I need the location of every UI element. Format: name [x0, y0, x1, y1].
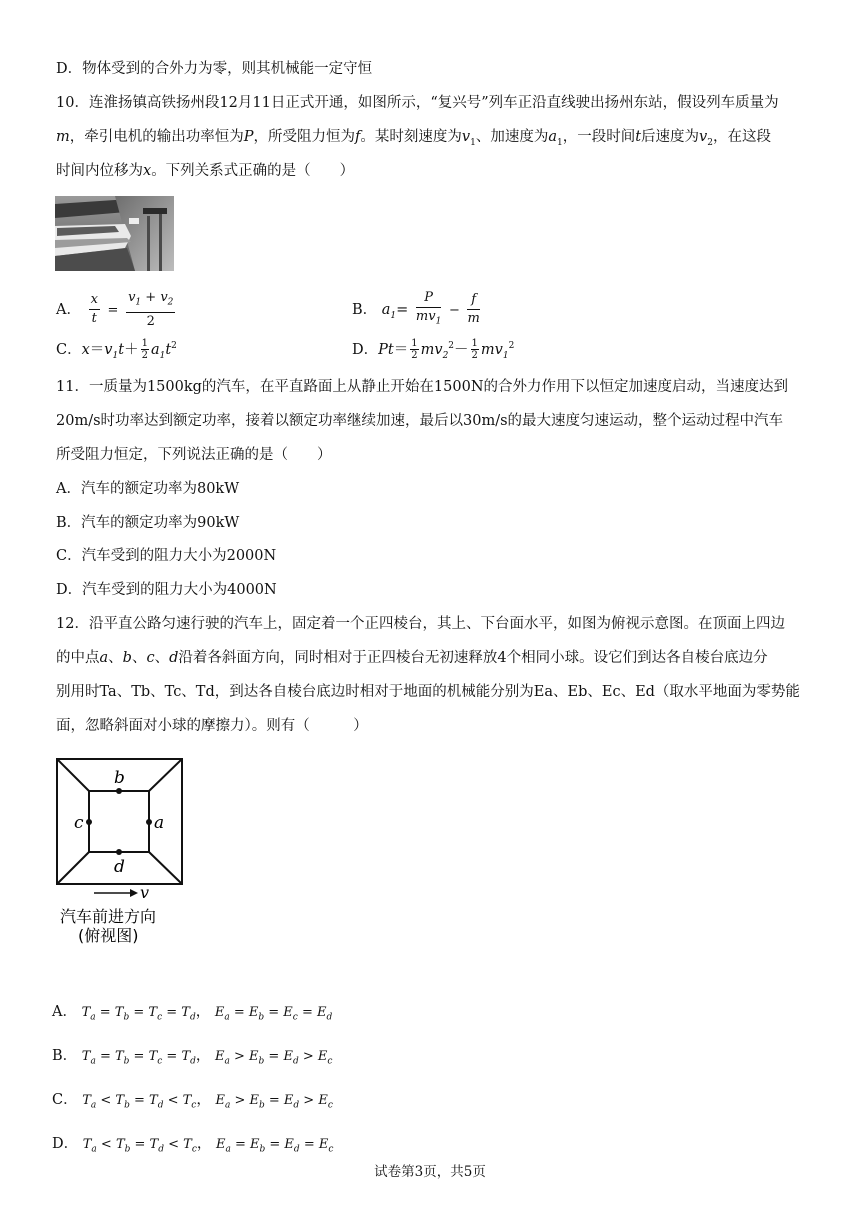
q12-option-b: B． $T_a = T_b = T_c = T_d$， $E_a > E_b = E_d > E_c$	[52, 1048, 333, 1067]
q10-stem-line3: 时间内位移为x。下列关系式正确的是（ ）	[56, 163, 355, 179]
train-photo	[55, 196, 174, 271]
q10-option-d: D．Pt＝ $\frac{1}{2}$ $mv_2^2-$ $\frac{1}{2}$ $mv_1^2$	[352, 338, 515, 362]
q11-option-b: B．汽车的额定功率为90kW	[56, 515, 240, 531]
q11-stem-line3: 所受阻力恒定，下列说法正确的是（ ）	[56, 447, 332, 463]
q12-stem-line1: 12．沿平直公路匀速行驶的汽车上，固定着一个正四棱台，其上、下台面水平，如图为俯视示意图。在顶面上四边	[56, 616, 785, 632]
q12-option-c: C． $T_a < T_b = T_d < T_c$， $E_a > E_b = E_d > E_c$	[52, 1092, 333, 1111]
q11-option-a: A．汽车的额定功率为80kW	[56, 481, 240, 497]
q11-option-d: D．汽车受到的阻力大小为4000N	[56, 582, 277, 598]
q10-stem-line1: 10．连淮扬镇高铁扬州段12月11日正式开通，如图所示，“复兴号”列车正沿直线驶出扬州东站，假设列车质量为	[56, 95, 779, 111]
q10-option-c: C．$x=v_1t+$ $\frac{1}{2}$ $a_1t^2$	[56, 338, 177, 362]
q12-stem-line3: 别用时Ta、Tb、Tc、Td，到达各自棱台底边时相对于地面的机械能分别为Ea、Eb、Ec、Ed（取水平地面为零势能	[56, 684, 800, 700]
velocity-arrow-icon	[130, 889, 138, 897]
q12-stem-line2: 的中点a、b、c、d沿着各斜面方向，同时相对于正四棱台无初速释放4个相同小球。设它们到达各自棱台底边分	[56, 650, 768, 666]
figure-caption-direction: 汽车前进方向	[60, 907, 157, 926]
q10-option-a: A． $\frac{x}{t}$ = $\frac{v_1 + v_2}{2}$	[56, 290, 174, 329]
q12-option-d: D． $T_a < T_b = T_d < T_c$， $E_a = E_b = E_d = E_c$	[52, 1136, 334, 1155]
q11-stem-line1: 11．一质量为1500kg的汽车，在平直路面上从静止开始在1500N的合外力作用下以恒定加速度启动，当速度达到	[56, 379, 789, 395]
q11-stem-line2: 20m/s时功率达到额定功率，接着以额定功率继续加速，最后以30m/s的最大速度匀速运动，整个运动过程中汽车	[56, 413, 784, 429]
figure-caption-view: (俯视图)	[78, 926, 139, 945]
point-d-label: d	[114, 857, 125, 877]
page-footer: 试卷第3页，共5页	[374, 1164, 486, 1180]
point-b-label: b	[114, 768, 125, 788]
q9-option-d: D．物体受到的合外力为零，则其机械能一定守恒	[56, 61, 373, 77]
point-a-label: a	[154, 813, 165, 833]
q12-stem-line4: 面，忽略斜面对小球的摩擦力）。则有（ ）	[56, 718, 368, 734]
q10-stem-line2: m，牵引电机的输出功率恒为P，所受阻力恒为f。某时刻速度为$v_1$、加速度为$a_1$，一段时间t后速度为$v_2$，在这段	[56, 129, 771, 148]
velocity-label: v	[140, 883, 150, 902]
frustum-top-view-diagram	[54, 756, 186, 946]
q11-option-c: C．汽车受到的阻力大小为2000N	[56, 548, 277, 564]
q12-option-a: A． $T_a = T_b = T_c = T_d$， $E_a = E_b = E_c = E_d$	[52, 1004, 333, 1023]
point-c-label: c	[74, 813, 84, 833]
q10-option-b: B． $a_1=$ $\frac{P}{mv_1}$ − $\frac{f}{m}$	[352, 290, 480, 327]
